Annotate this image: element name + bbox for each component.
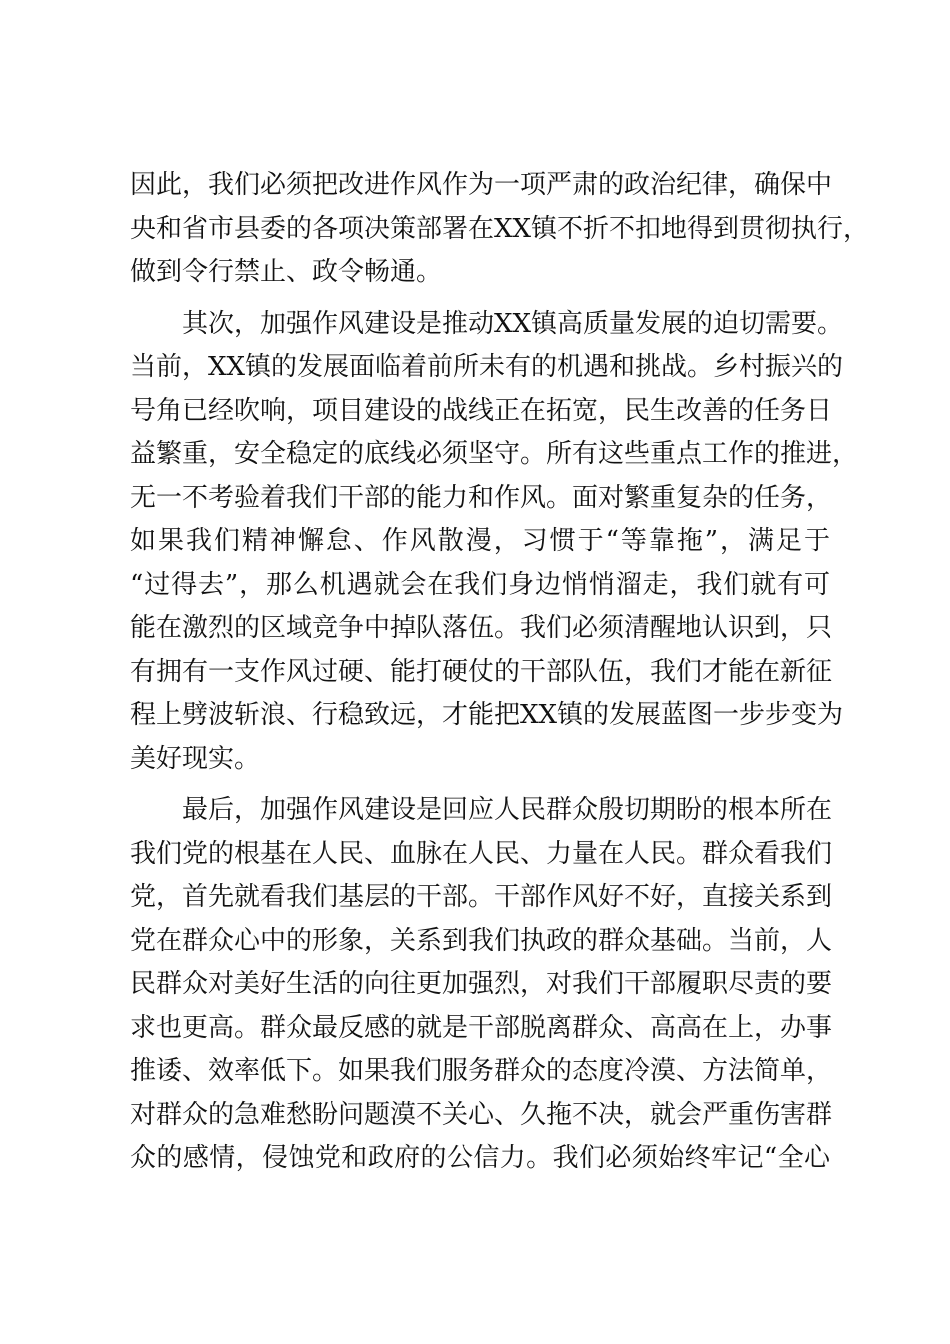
paragraph (130, 303, 859, 782)
paragraph-gap (130, 295, 830, 303)
text-line: 益繁重，安全稳定的底线必须坚守。所有这些重点工作的推进， (130, 439, 859, 469)
document-body (130, 164, 870, 1181)
text-line: 美好现实。 (130, 743, 261, 774)
text-line: 党在群众心中的形象，关系到我们执政的群众基础。当前，人 (130, 925, 833, 956)
text-line: 党，首先就看我们基层的干部。干部作风好不好，直接关系到 (130, 882, 833, 912)
text-line: 无一不考验着我们干部的能力和作风。面对繁重复杂的任务， (130, 482, 833, 513)
text-line: 民群众对美好生活的向往更加强烈，对我们干部履职尽责的要 (130, 969, 833, 999)
text-line: 当前，XX镇的发展面临着前所未有的机遇和挑战。乡村振兴的 (130, 352, 844, 382)
text-line: 如果我们精神懈怠、作风散漫，习惯于“等靠拖”，满足于 (130, 526, 830, 556)
text-line: 最后，加强作风建设是回应人民群众殷切期盼的根本所在 (182, 795, 833, 825)
text-line: “过得去”，那么机遇就会在我们身边悄悄溜走，我们就有可 (130, 569, 830, 600)
text-line: 其次，加强作风建设是推动XX镇高质量发展的迫切需要。 (182, 308, 844, 339)
paragraph (130, 164, 870, 295)
text-line: 求也更高。群众最反感的就是干部脱离群众、高高在上，办事 (130, 1012, 833, 1043)
text-line: 能在激烈的区域竞争中掉队落伍。我们必须清醒地认识到，只 (130, 613, 833, 643)
text-line: 推诿、效率低下。如果我们服务群众的态度冷漠、方法简单， (130, 1056, 833, 1086)
text-line: 有拥有一支作风过硬、能打硬仗的干部队伍，我们才能在新征 (130, 656, 833, 687)
text-line: 对群众的急难愁盼问题漠不关心、久拖不决，就会严重伤害群 (130, 1099, 833, 1130)
text-line: 号角已经吹响，项目建设的战线正在拓宽，民生改善的任务日 (130, 395, 833, 426)
text-line: 程上劈波斩浪、行稳致远，才能把XX镇的发展蓝图一步步变为 (130, 700, 844, 730)
paragraph (130, 789, 833, 1181)
text-line: 众的感情，侵蚀党和政府的公信力。我们必须始终牢记“全心 (130, 1143, 830, 1173)
text-line: 我们党的根基在人民、血脉在人民、力量在人民。群众看我们 (130, 838, 833, 869)
text-line: 央和省市县委的各项决策部署在XX镇不折不扣地得到贯彻执行， (130, 213, 870, 244)
paragraph-gap (130, 781, 830, 789)
text-line: 因此，我们必须把改进作风作为一项严肃的政治纪律，确保中 (130, 170, 833, 200)
text-line: 做到令行禁止、政令畅通。 (130, 257, 443, 287)
